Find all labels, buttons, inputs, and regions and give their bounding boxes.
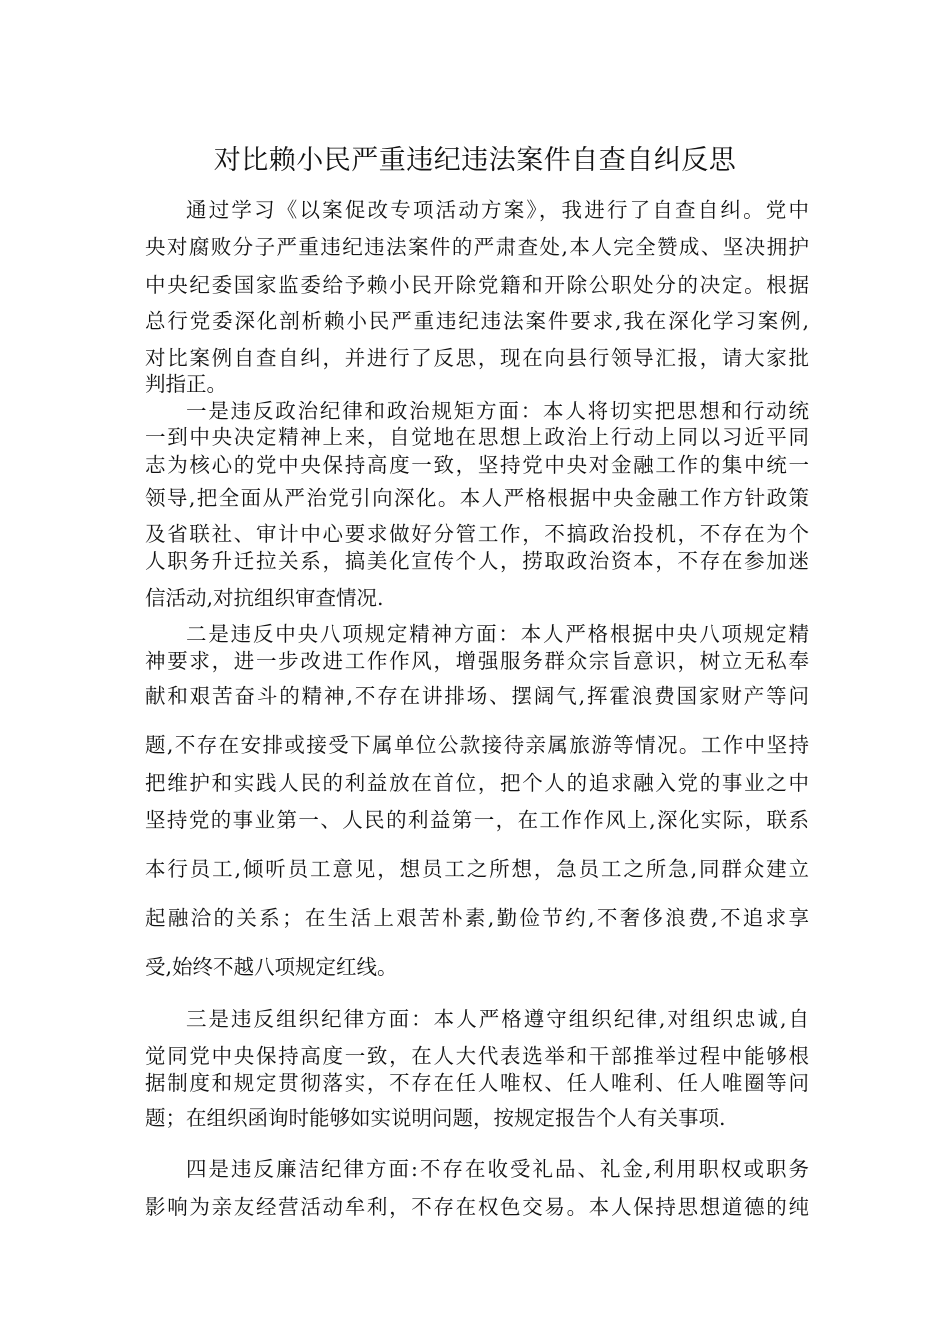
text-line: 本行员工,倾听员工意见，想员工之所想，急员工之所急,同群众建立 <box>145 857 809 881</box>
text-line: 把维护和实践人民的利益放在首位，把个人的追求融入党的事业之中 <box>145 771 809 795</box>
text-line: 判指正。 <box>145 372 227 396</box>
text-line: 献和艰苦奋斗的精神,不存在讲排场、摆阔气,挥霍浪费国家财产等问 <box>145 684 809 708</box>
document-title: 对比赖小民严重违纪违法案件自查自纠反思 <box>213 145 737 176</box>
text-line: 起融洽的关系；在生活上艰苦朴素,勤俭节约,不奢侈浪费,不追求享 <box>145 906 809 930</box>
text-line: 题；在组织函询时能够如实说明问题，按规定报告个人有关事项. <box>145 1106 726 1130</box>
text-line: 志为核心的党中央保持高度一致，坚持党中央对金融工作的集中统一 <box>145 453 809 477</box>
text-line: 二是违反中央八项规定精神方面：本人严格根据中央八项规定精 <box>186 622 809 646</box>
text-line: 总行党委深化剖析赖小民严重违纪违法案件要求,我在深化学习案例, <box>145 309 809 333</box>
text-line: 三是违反组织纪律方面：本人严格遵守组织纪律,对组织忠诚,自 <box>186 1007 809 1031</box>
text-line: 四是违反廉洁纪律方面:不存在收受礼品、礼金,利用职权或职务 <box>186 1157 809 1181</box>
text-line: 一到中央决定精神上来，自觉地在思想上政治上行动上同以习近平同 <box>145 425 809 449</box>
text-line: 坚持党的事业第一、人民的利益第一，在工作作风上,深化实际，联系 <box>145 808 809 832</box>
text-line: 央对腐败分子严重违纪违法案件的严肃查处,本人完全赞成、坚决拥护 <box>145 235 809 259</box>
text-line: 及省联社、审计中心要求做好分管工作，不搞政治投机，不存在为个 <box>145 522 809 546</box>
text-line: 据制度和规定贯彻落实，不存在任人唯权、任人唯利、任人唯圈等问 <box>145 1071 809 1095</box>
text-line: 对比案例自查自纠，并进行了反思，现在向县行领导汇报，请大家批 <box>145 346 809 370</box>
text-line: 受,始终不越八项规定红线。 <box>145 955 398 979</box>
text-line: 领导,把全面从严治党引向深化。本人严格根据中央金融工作方针政策 <box>145 486 809 510</box>
text-line: 一是违反政治纪律和政治规矩方面：本人将切实把思想和行动统 <box>186 399 809 423</box>
text-line: 题,不存在安排或接受下属单位公款接待亲属旅游等情况。工作中坚持 <box>145 733 809 757</box>
text-line: 影响为亲友经营活动牟利，不存在权色交易。本人保持思想道德的纯 <box>145 1195 809 1219</box>
text-line: 中央纪委国家监委给予赖小民开除党籍和开除公职处分的决定。根据 <box>145 273 809 297</box>
text-line: 神要求，进一步改进工作作风，增强服务群众宗旨意识，树立无私奉 <box>145 649 809 673</box>
text-line: 觉同党中央保持高度一致，在人大代表选举和干部推举过程中能够根 <box>145 1044 809 1068</box>
text-line: 人职务升迁拉关系，搞美化宣传个人，捞取政治资本，不存在参加迷 <box>145 549 809 573</box>
text-line: 信活动,对抗组织审查情况. <box>145 586 384 610</box>
text-line: 通过学习《以案促改专项活动方案》，我进行了自查自纠。党中 <box>186 198 809 222</box>
